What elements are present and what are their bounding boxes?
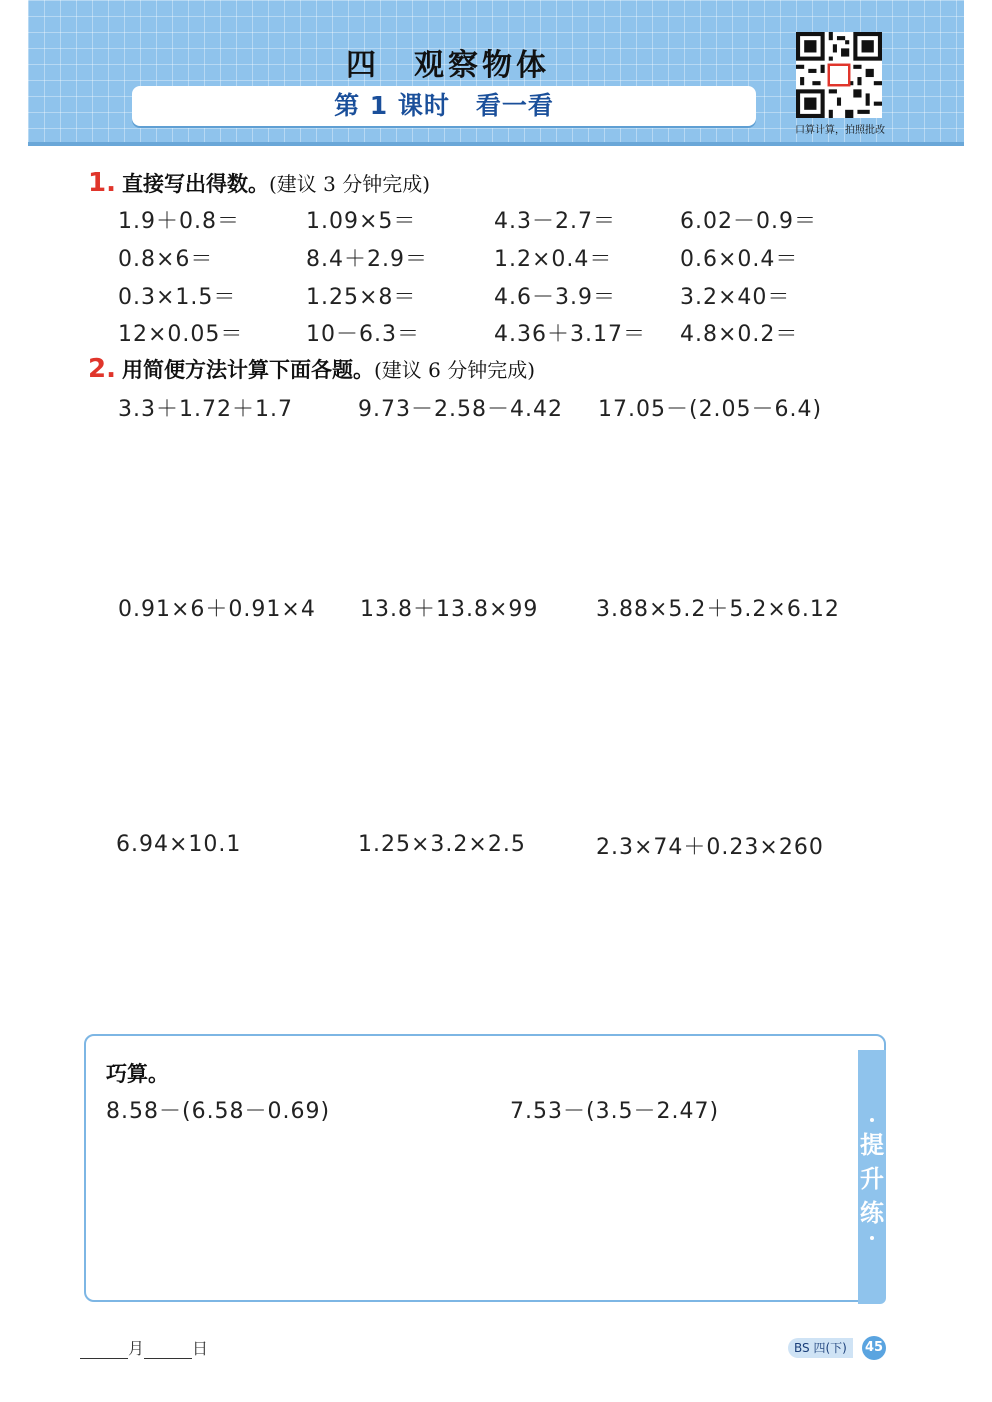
- problem-1-7: 1.2×0.4＝: [494, 247, 613, 272]
- book-tag: BS 四(下): [788, 1338, 853, 1358]
- problem-1-14: 10－6.3＝: [306, 322, 420, 347]
- bonus-box: [84, 1034, 886, 1302]
- day-blank[interactable]: [144, 1343, 192, 1359]
- problem-2-6: 3.88×5.2＋5.2×6.12: [596, 597, 840, 622]
- month-blank[interactable]: [80, 1343, 128, 1359]
- tab-dot-top: [870, 1118, 874, 1122]
- qr-caption: 口算计算，拍照批改: [795, 125, 885, 136]
- problem-2-3: 17.05－(2.05－6.4): [598, 397, 823, 422]
- section2-note: (建议 6 分钟完成): [373, 358, 536, 382]
- problem-1-1: 1.9＋0.8＝: [118, 209, 240, 234]
- problem-1-3: 4.3－2.7＝: [494, 209, 616, 234]
- problem-1-9: 0.3×1.5＝: [118, 285, 237, 310]
- page-number: 45: [862, 1336, 886, 1360]
- bonus-problem-1: 8.58－(6.58－0.69): [106, 1099, 331, 1124]
- bonus-tab: [858, 1050, 886, 1304]
- section2-heading: [88, 354, 535, 384]
- date-field: [80, 1336, 208, 1359]
- header-banner: [28, 0, 964, 146]
- problem-1-10: 1.25×8＝: [306, 285, 417, 310]
- section1-heading: [88, 168, 430, 198]
- problem-1-2: 1.09×5＝: [306, 209, 417, 234]
- problem-1-13: 12×0.05＝: [118, 322, 244, 347]
- qr-code-icon[interactable]: [796, 32, 882, 118]
- problem-1-12: 3.2×40＝: [680, 285, 791, 310]
- section1-title: 直接写出得数。: [121, 172, 269, 196]
- problem-2-8: 1.25×3.2×2.5: [358, 832, 526, 857]
- problem-1-6: 8.4＋2.9＝: [306, 247, 428, 272]
- problem-2-4: 0.91×6＋0.91×4: [118, 597, 316, 622]
- tab-dot-bottom: [870, 1236, 874, 1240]
- lesson-title-bar: [132, 86, 756, 126]
- section2-number: 2.: [88, 354, 116, 384]
- chapter-title: 四 观察物体: [346, 48, 550, 83]
- section1-number: 1.: [88, 168, 116, 198]
- bonus-problem-2: 7.53－(3.5－2.47): [510, 1099, 720, 1124]
- problem-2-5: 13.8＋13.8×99: [360, 597, 539, 622]
- problem-1-4: 6.02－0.9＝: [680, 209, 817, 234]
- problem-2-9: 2.3×74＋0.23×260: [596, 835, 824, 860]
- problem-2-7: 6.94×10.1: [116, 832, 242, 857]
- problem-1-16: 4.8×0.2＝: [680, 322, 799, 347]
- lesson-title: 第 1 课时 看一看: [334, 91, 554, 120]
- problem-1-5: 0.8×6＝: [118, 247, 214, 272]
- bonus-tab-label: 提升练: [860, 1131, 884, 1227]
- section2-title: 用简便方法计算下面各题。: [121, 358, 374, 382]
- day-label: 日: [192, 1339, 209, 1358]
- section1-note: (建议 3 分钟完成): [268, 172, 431, 196]
- bonus-title: 巧算。: [106, 1062, 169, 1086]
- problem-1-11: 4.6－3.9＝: [494, 285, 616, 310]
- problem-1-15: 4.36＋3.17＝: [494, 322, 646, 347]
- problem-2-1: 3.3＋1.72＋1.7: [118, 397, 293, 422]
- problem-2-2: 9.73－2.58－4.42: [358, 397, 563, 422]
- problem-1-8: 0.6×0.4＝: [680, 247, 799, 272]
- month-label: 月: [128, 1339, 145, 1358]
